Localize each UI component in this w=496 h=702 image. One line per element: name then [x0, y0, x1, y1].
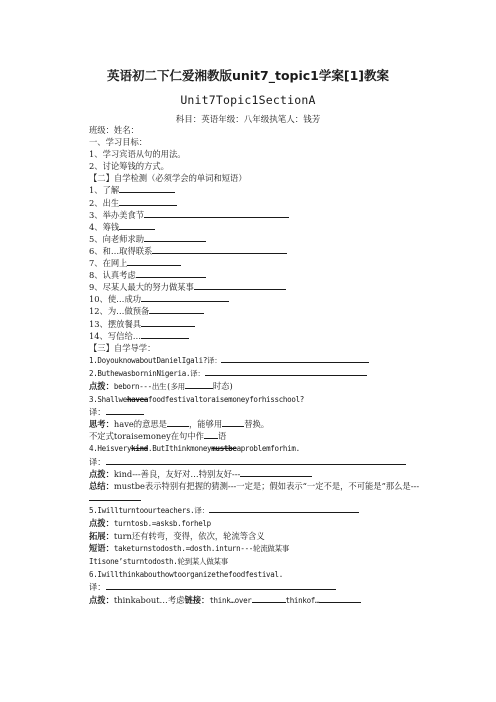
answer-blank[interactable]	[106, 581, 336, 590]
translation-line: 译：	[89, 406, 429, 418]
answer-blank[interactable]	[106, 406, 144, 415]
phrase-line: 短语：taketurnstodosth.=dosth.inturn---轮流做某事	[89, 543, 290, 554]
question-1: 1.DoyouknowaboutDanielIgali?译：	[89, 354, 429, 367]
answer-blank[interactable]	[319, 594, 361, 603]
answer-blank[interactable]	[141, 330, 189, 339]
worksheet-body	[89, 124, 429, 607]
answer-blank[interactable]	[204, 430, 218, 439]
answer-blank[interactable]	[152, 245, 287, 254]
hint-line: 点拨：kind---善良，友好对…特别友好---	[89, 468, 429, 480]
expand-line: 拓展：turn还有转弯，变得，依次，轮流等含义	[89, 531, 265, 542]
answer-blank[interactable]	[136, 269, 206, 278]
infinitive-line: 不定式toraisemoney在句中作 语	[89, 431, 227, 442]
answer-blank[interactable]	[252, 594, 286, 603]
section-goals-heading: 一、学习目标：	[89, 137, 148, 148]
answer-blank[interactable]	[106, 456, 406, 465]
document-meta: 科目：英语年级：八年级执笔人：钱芳	[175, 115, 321, 125]
answer-blank[interactable]	[119, 221, 155, 230]
vocab-item: 9、尽某人最大的努力做某事	[89, 281, 429, 293]
example-line: Itisone’sturntodosth.轮到某人做某事	[89, 557, 228, 567]
question-4: 4.Heisverykind.ButIthinkmoneymustbeaproblemforhim.	[89, 444, 300, 454]
question-2: 2.ButhewasborninNigeria.译：	[89, 367, 429, 380]
answer-blank[interactable]	[149, 305, 204, 314]
answer-blank[interactable]	[240, 468, 312, 477]
vocab-item: 13、摆放餐具	[89, 318, 429, 330]
section-guide-heading: 【三】自学导学：	[89, 342, 156, 353]
goal-item: 1、学习宾语从句的用法。	[89, 149, 186, 160]
answer-blank[interactable]	[119, 197, 177, 206]
vocab-item: 2、出生	[89, 197, 429, 209]
answer-blank[interactable]	[144, 233, 206, 242]
vocab-item: 5、向老师求助	[89, 233, 429, 245]
vocab-item: 7、在网上	[89, 257, 429, 269]
vocab-item: 1、了解	[89, 184, 429, 196]
answer-blank[interactable]	[221, 354, 369, 363]
vocab-item: 14、写信给…	[89, 330, 429, 342]
answer-blank[interactable]	[141, 318, 195, 327]
answer-blank[interactable]	[89, 492, 141, 501]
vocab-item: 10、使…成功	[89, 293, 429, 305]
answer-blank[interactable]	[141, 293, 229, 302]
answer-blank[interactable]	[144, 209, 289, 218]
answer-blank[interactable]	[167, 418, 189, 427]
question-6: 6.Iwillthinkabouthowtoorganizethefoodfestival.	[89, 570, 283, 580]
class-name-line: 班级：姓名：	[89, 125, 139, 135]
think-line: 思考：have的意思是 ，能够用 替换。	[89, 419, 270, 430]
document-title: 英语初二下仁爱湘教版unit7_topic1学案[1]教案	[106, 68, 390, 83]
translation-line: 译：	[89, 581, 429, 593]
answer-blank[interactable]	[209, 504, 359, 513]
vocab-item: 4、筹钱	[89, 221, 429, 233]
vocab-item: 12、为…做预备	[89, 305, 429, 317]
answer-blank[interactable]	[205, 367, 367, 376]
vocab-item: 8、认真考虑	[89, 269, 429, 281]
answer-blank[interactable]	[127, 257, 181, 266]
answer-blank[interactable]	[119, 184, 175, 193]
answer-blank[interactable]	[222, 418, 244, 427]
goal-item: 2、讨论筹钱的方式。	[89, 161, 169, 172]
vocab-item: 6、和…取得联系	[89, 245, 429, 257]
answer-blank[interactable]	[194, 281, 286, 290]
answer-blank[interactable]	[185, 380, 213, 389]
translation-line: 译：	[89, 456, 429, 468]
vocab-item: 3、举办美食节	[89, 209, 429, 221]
question-3: 3.Shallwehaveafoodfestivaltoraisemoneyforhisschool?	[89, 395, 305, 405]
hint-line: 点拨：beborn---出生(多用 时态)	[89, 380, 233, 391]
hint-line: 点拨：turntosb.=asksb.forhelp	[89, 518, 211, 528]
section-subtitle: Unit7Topic1SectionA	[180, 93, 316, 107]
hint-line: 点拨：thinkabout…考虑链接：think…over thinkof…	[89, 594, 429, 607]
question-5: 5.Iwillturntoourteachers.译：	[89, 504, 429, 517]
summary-line: 总结：mustbe表示特别有把握的猜测---一定是；假如表示“一定不是，不可能是”那么是---	[89, 480, 429, 504]
section-self-test-heading: 【二】自学检测（必须学会的单词和短语）	[89, 173, 247, 184]
